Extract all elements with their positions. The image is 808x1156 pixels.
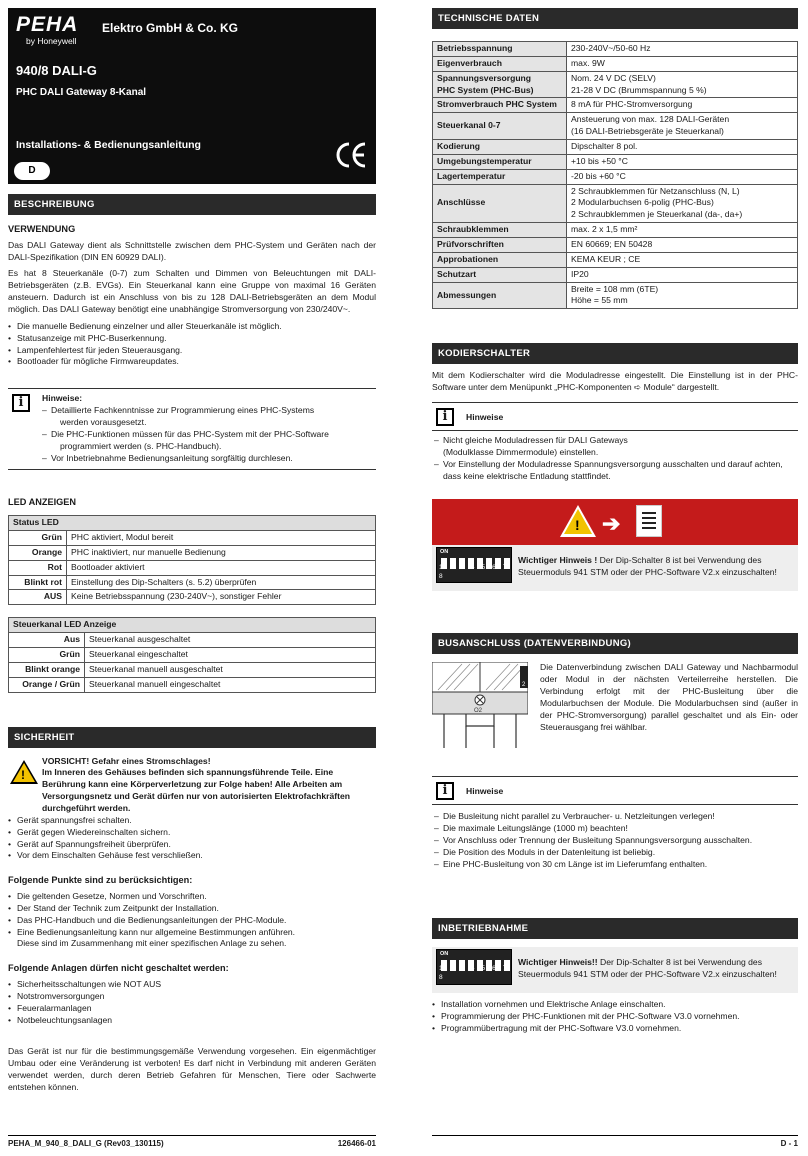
- verwendung-title: VERWENDUNG: [8, 224, 76, 234]
- company-name: Elektro GmbH & Co. KG: [102, 21, 239, 35]
- important-label: Wichtiger Hinweis !: [518, 555, 598, 566]
- product-number: 940/8 DALI-G: [16, 63, 97, 78]
- warning-icon: !: [10, 760, 38, 784]
- table-row: AUS Keine Betriebsspannung (230-240V~), sonstiger Fehler: [9, 590, 376, 605]
- arrow-right-icon: ➔: [602, 511, 621, 537]
- paragraph: Mit dem Kodierschalter wird die Moduladresse eingestellt. Die Einstellung ist in der PHC-Software unter dem Menüpunkt „PHC-Komponenten ➪ Module“ dargestellt.: [432, 370, 798, 393]
- footer-left: [8, 1135, 376, 1149]
- table-row: Grün Steuerkanal eingeschaltet: [9, 648, 376, 663]
- warning-banner: [432, 499, 798, 545]
- table-row: Aus Steuerkanal ausgeschaltet: [9, 633, 376, 648]
- tech-key: Schutzart: [433, 267, 567, 282]
- tech-value: 2 Schraubklemmen für Netzanschluss (N, L) 2 Modularbuchsen 6-polig (PHC-Bus) 2 Schraubklemmen je Steuerkanal (da-, da+): [567, 184, 798, 223]
- list-item: • Die manuelle Bedienung einzelner und aller Steuerkanäle ist möglich.: [8, 321, 376, 333]
- table-header: Status LED: [9, 516, 376, 531]
- honeywell-tag: by Honeywell: [26, 36, 77, 46]
- info-icon: i: [436, 408, 454, 426]
- section-busanschluss: BUSANSCHLUSS (DATENVERBINDUNG): [432, 633, 798, 654]
- tech-key: Umgebungstemperatur: [433, 154, 567, 169]
- list-item: • Bootloader für mögliche Firmwareupdates.: [8, 356, 376, 368]
- feature-list: [8, 321, 376, 368]
- bus-connection-diagram: [432, 662, 528, 748]
- section-inbetriebnahme: INBETRIEBNAHME: [432, 918, 798, 939]
- bus-description: Die Datenverbindung zwischen DALI Gateway und Nachbarmodul oder Modul in der nächsten Verteilerreihe herstellen. Die Verbindung erfolgt mit der PHC-Busleitung über die Modularbuchsen der Module. Die Modularbuchsen sind (außer in der PHC-Stromversorgung) parallel geschaltet und als Ein- oder Steuerausgang frei wählbar.: [540, 662, 798, 732]
- tech-value: +10 bis +50 °C: [567, 154, 798, 169]
- tech-key: Anschlüsse: [433, 184, 567, 223]
- list-item: – Nicht gleiche Moduladressen für DALI Gateways: [434, 435, 798, 447]
- warning-icon: !: [560, 505, 596, 537]
- table-row: [433, 184, 798, 223]
- paragraph: Es hat 8 Steuerkanäle (0-7) zum Schalten und Dimmen von Beleuchtungen mit DALI-Betriebsgeräten (z.B. EVGs). Ein Steuerkanal kann eine Gruppe von maximal 16 Geräten ansteuern. Dadurch ist ein Anschluss von bis zu 128 DALI-Betriebsgeräten an dem Modul möglich. Das DALI Gateway benötigt eine unabhängige Stromversorgung von 230/240V~.: [8, 268, 376, 314]
- table-row: [433, 140, 798, 155]
- svg-text:O2: O2: [474, 708, 483, 715]
- table-row: [433, 42, 798, 57]
- right-column: [432, 8, 798, 1034]
- hint-title: Hinweise:: [42, 393, 83, 404]
- tech-value: Breite = 108 mm (6TE) Höhe = 55 mm: [567, 282, 798, 309]
- list-item: – Detaillierte Fachkenntnisse zur Programmierung eines PHC-Systems: [42, 405, 376, 417]
- table-row: [433, 169, 798, 184]
- list-item-cont: werden vorausgesetzt.: [60, 417, 147, 427]
- list-item: • Gerät spannungsfrei schalten.: [8, 815, 376, 827]
- list-item-cont: Diese sind im Zusammenhang mit einer spezifischen Anlage zu sehen.: [17, 938, 287, 949]
- bus-connection: [432, 662, 798, 762]
- table-row: Blinkt rot Einstellung des Dip-Schalters (s. 5.2) überprüfen: [9, 575, 376, 590]
- tech-key: Lagertemperatur: [433, 169, 567, 184]
- article-number: 126466-01: [337, 1139, 376, 1148]
- tech-value: Ansteuerung von max. 128 DALI-Geräten (16 DALI-Betriebsgeräte je Steuerkanal): [567, 113, 798, 140]
- tech-key: Schraubklemmen: [433, 223, 567, 238]
- left-column: [8, 8, 376, 1099]
- page-number: D - 1: [780, 1139, 798, 1148]
- table-row: Rot Bootloader aktiviert: [9, 560, 376, 575]
- section-beschreibung: BESCHREIBUNG: [8, 194, 376, 215]
- manual-title: Installations- & Bedienungsanleitung: [16, 139, 201, 151]
- tech-table: [432, 41, 798, 309]
- tech-value: 8 mA für PHC-Stromversorgung: [567, 98, 798, 113]
- table-row: [433, 98, 798, 113]
- hint-title: Hinweise: [466, 786, 504, 797]
- product-subtitle: PHC DALI Gateway 8-Kanal: [16, 87, 147, 98]
- table-row: Orange PHC inaktiviert, nur manuelle Bedienung: [9, 545, 376, 560]
- list-item: • Gerät auf Spannungsfreiheit überprüfen.: [8, 839, 376, 851]
- section-sicherheit: SICHERHEIT: [8, 727, 376, 748]
- list-item: – Die maximale Leitungslänge (1000 m) beachten!: [434, 823, 798, 835]
- important-label: Wichtiger Hinweis!!: [518, 956, 598, 967]
- language-badge: D: [14, 162, 50, 180]
- list-item: • Gerät gegen Wiedereinschalten sichern.: [8, 827, 376, 839]
- tech-value: KEMA KEUR ; CE: [567, 252, 798, 267]
- list-item: • Programmierung der PHC-Funktionen mit der PHC-Software V3.0 vornehmen.: [432, 1011, 798, 1023]
- paragraph: Das Gerät ist nur für die bestimmungsgemäße Verwendung vorgesehen. Ein eigenmächtiger Umbau oder eine Veränderung ist verboten! Es darf nicht in Verbindung mit anderen Geräten verwendet werden, durch deren Betrieb Gefahren für Menschen, Tiere oder Sachwerte entstehen können.: [8, 1046, 376, 1092]
- svg-text:2: 2: [522, 682, 526, 689]
- tech-key: Kodierung: [433, 140, 567, 155]
- list-item: – Eine PHC-Busleitung von 30 cm Länge ist im Lieferumfang enthalten.: [434, 859, 798, 871]
- list-item: • Sicherheitsschaltungen wie NOT AUS: [8, 979, 376, 991]
- tech-key: Approbationen: [433, 252, 567, 267]
- tech-key: Prüfvorschriften: [433, 238, 567, 253]
- list-item: – Vor Einstellung der Moduladresse Spannungsversorgung ausschalten und darauf achten,: [434, 459, 798, 471]
- tech-value: max. 2 x 1,5 mm²: [567, 223, 798, 238]
- list-item-cont: programmiert werden (s. PHC-Handbuch).: [60, 440, 222, 451]
- list-item-cont: (Modulklasse Dimmermodule) einstellen.: [443, 446, 599, 457]
- list-item: • Feueralarmanlagen: [8, 1003, 376, 1015]
- led-title: LED ANZEIGEN: [8, 497, 77, 508]
- tech-key: Spannungsversorgung PHC System (PHC-Bus): [433, 71, 567, 98]
- list-item: – Die PHC-Funktionen müssen für das PHC-System mit der PHC-Software: [42, 429, 376, 441]
- tech-key: Stromverbrauch PHC System: [433, 98, 567, 113]
- list-item: – Vor Inbetriebnahme Bedienungsanleitung sorgfältig durchlesen.: [42, 453, 376, 465]
- list-item: – Vor Anschluss oder Trennung der Busleitung Spannungsversorgung ausschalten.: [434, 835, 798, 847]
- list-item: • Lampenfehlertest für jeden Steuerausgang.: [8, 345, 376, 357]
- points-list: [8, 891, 376, 950]
- important-text: Der Dip-Schalter 8 ist bei Verwendung des Steuermoduls 941 STM oder der PHC-Software V2.x einzuschalten!: [518, 555, 777, 578]
- list-item: – Die Position des Moduls in der Datenleitung ist beliebig.: [434, 847, 798, 859]
- list-item: • Notstromversorgungen: [8, 991, 376, 1003]
- dip-hint: [432, 545, 798, 591]
- table-row: [433, 267, 798, 282]
- doc-id: PEHA_M_940_8_DALI_G (Rev03_130115): [8, 1139, 164, 1148]
- nogo-title: Folgende Anlagen dürfen nicht geschaltet werden:: [8, 963, 229, 974]
- list-item: • Die geltenden Gesetze, Normen und Vorschriften.: [8, 891, 376, 903]
- table-row: [433, 252, 798, 267]
- tech-value: IP20: [567, 267, 798, 282]
- peha-logo: PEHA: [16, 13, 79, 36]
- ce-mark-icon: [334, 140, 368, 170]
- paragraph: Das DALI Gateway dient als Schnittstelle zwischen dem PHC-System und Geräten nach der DALI-Spezifikation (DIN EN 60929 DALI).: [8, 239, 376, 262]
- tech-key: Betriebsspannung: [433, 42, 567, 57]
- tech-value: Dipschalter 8 pol.: [567, 140, 798, 155]
- tech-value: Nom. 24 V DC (SELV) 21-28 V DC (Brummspannung 5 %): [567, 71, 798, 98]
- list-item: • Vor dem Einschalten Gehäuse fest verschließen.: [8, 850, 376, 862]
- table-row: [433, 282, 798, 309]
- title-block: [8, 8, 376, 184]
- table-row: [433, 223, 798, 238]
- list-item: • Notbeleuchtungsanlagen: [8, 1015, 376, 1027]
- tech-key: Steuerkanal 0-7: [433, 113, 567, 140]
- warning-body: Im Inneren des Gehäuses befinden sich spannungsführende Teile. Eine Berührung kann eine Körperverletzung zur Folge haben! Alle Arbeiten am Versorgungsnetz und Gerät dürfen nur von autorisierten Elektrofachkräften durchgeführt werden.: [42, 767, 350, 814]
- tech-key: Abmessungen: [433, 282, 567, 309]
- hint-title: Hinweise: [466, 412, 504, 423]
- safety-list: [8, 815, 376, 862]
- nogo-list: [8, 979, 376, 1026]
- list-item: • Eine Bedienungsanleitung kann nur allgemeine Bestimmungen anführen.: [8, 927, 376, 939]
- hint-box: [432, 776, 798, 875]
- table-row: [433, 113, 798, 140]
- list-item: • Installation vornehmen und Elektrische Anlage einschalten.: [432, 999, 798, 1011]
- important-text: Der Dip-Schalter 8 ist bei Verwendung des Steuermoduls 941 STM oder der PHC-Software V2.x einzuschalten!: [518, 956, 777, 979]
- dip-hint: [432, 947, 798, 993]
- tech-value: -20 bis +60 °C: [567, 169, 798, 184]
- list-item: • Programmübertragung mit der PHC-Software V3.0 vornehmen.: [432, 1023, 798, 1035]
- startup-list: [432, 999, 798, 1035]
- list-item: – Die Busleitung nicht parallel zu Verbraucher- u. Netzleitungen verlegen!: [434, 811, 798, 823]
- table-row: [433, 238, 798, 253]
- footer-right: [432, 1135, 798, 1149]
- list-item: • Der Stand der Technik zum Zeitpunkt der Installation.: [8, 903, 376, 915]
- status-led-table: [8, 515, 376, 605]
- section-technische-daten: TECHNISCHE DATEN: [432, 8, 798, 29]
- table-row: [433, 71, 798, 98]
- points-title: Folgende Punkte sind zu berücksichtigen:: [8, 875, 193, 886]
- dip-switch-icon: ON 1 2 3 4 5 6 7 8: [436, 949, 512, 985]
- hint-box: [8, 388, 376, 470]
- tech-value: EN 60669; EN 50428: [567, 238, 798, 253]
- tech-value: 230-240V~/50-60 Hz: [567, 42, 798, 57]
- list-item: • Statusanzeige mit PHC-Buserkennung.: [8, 333, 376, 345]
- manual-icon: [636, 505, 662, 537]
- tech-key: Eigenverbrauch: [433, 56, 567, 71]
- section-kodierschalter: KODIERSCHALTER: [432, 343, 798, 364]
- hint-box: [432, 402, 798, 487]
- info-icon: i: [12, 394, 30, 412]
- list-item-cont: dass keine elektrische Entladung stattfindet.: [443, 470, 611, 481]
- dip-switch-icon: ON 1 2 3 4 5 6 7 8: [436, 547, 512, 583]
- table-row: [433, 154, 798, 169]
- warning-box: [8, 756, 376, 815]
- table-row: Blinkt orange Steuerkanal manuell ausgeschaltet: [9, 662, 376, 677]
- table-row: Grün PHC aktiviert, Modul bereit: [9, 530, 376, 545]
- warning-head: VORSICHT! Gefahr eines Stromschlages!: [42, 755, 211, 766]
- channel-led-table: [8, 617, 376, 692]
- list-item: • Das PHC-Handbuch und die Bedienungsanleitungen der PHC-Module.: [8, 915, 376, 927]
- tech-value: max. 9W: [567, 56, 798, 71]
- info-icon: i: [436, 782, 454, 800]
- table-row: Orange / Grün Steuerkanal manuell eingeschaltet: [9, 677, 376, 692]
- table-header: Steuerkanal LED Anzeige: [9, 618, 376, 633]
- table-row: [433, 56, 798, 71]
